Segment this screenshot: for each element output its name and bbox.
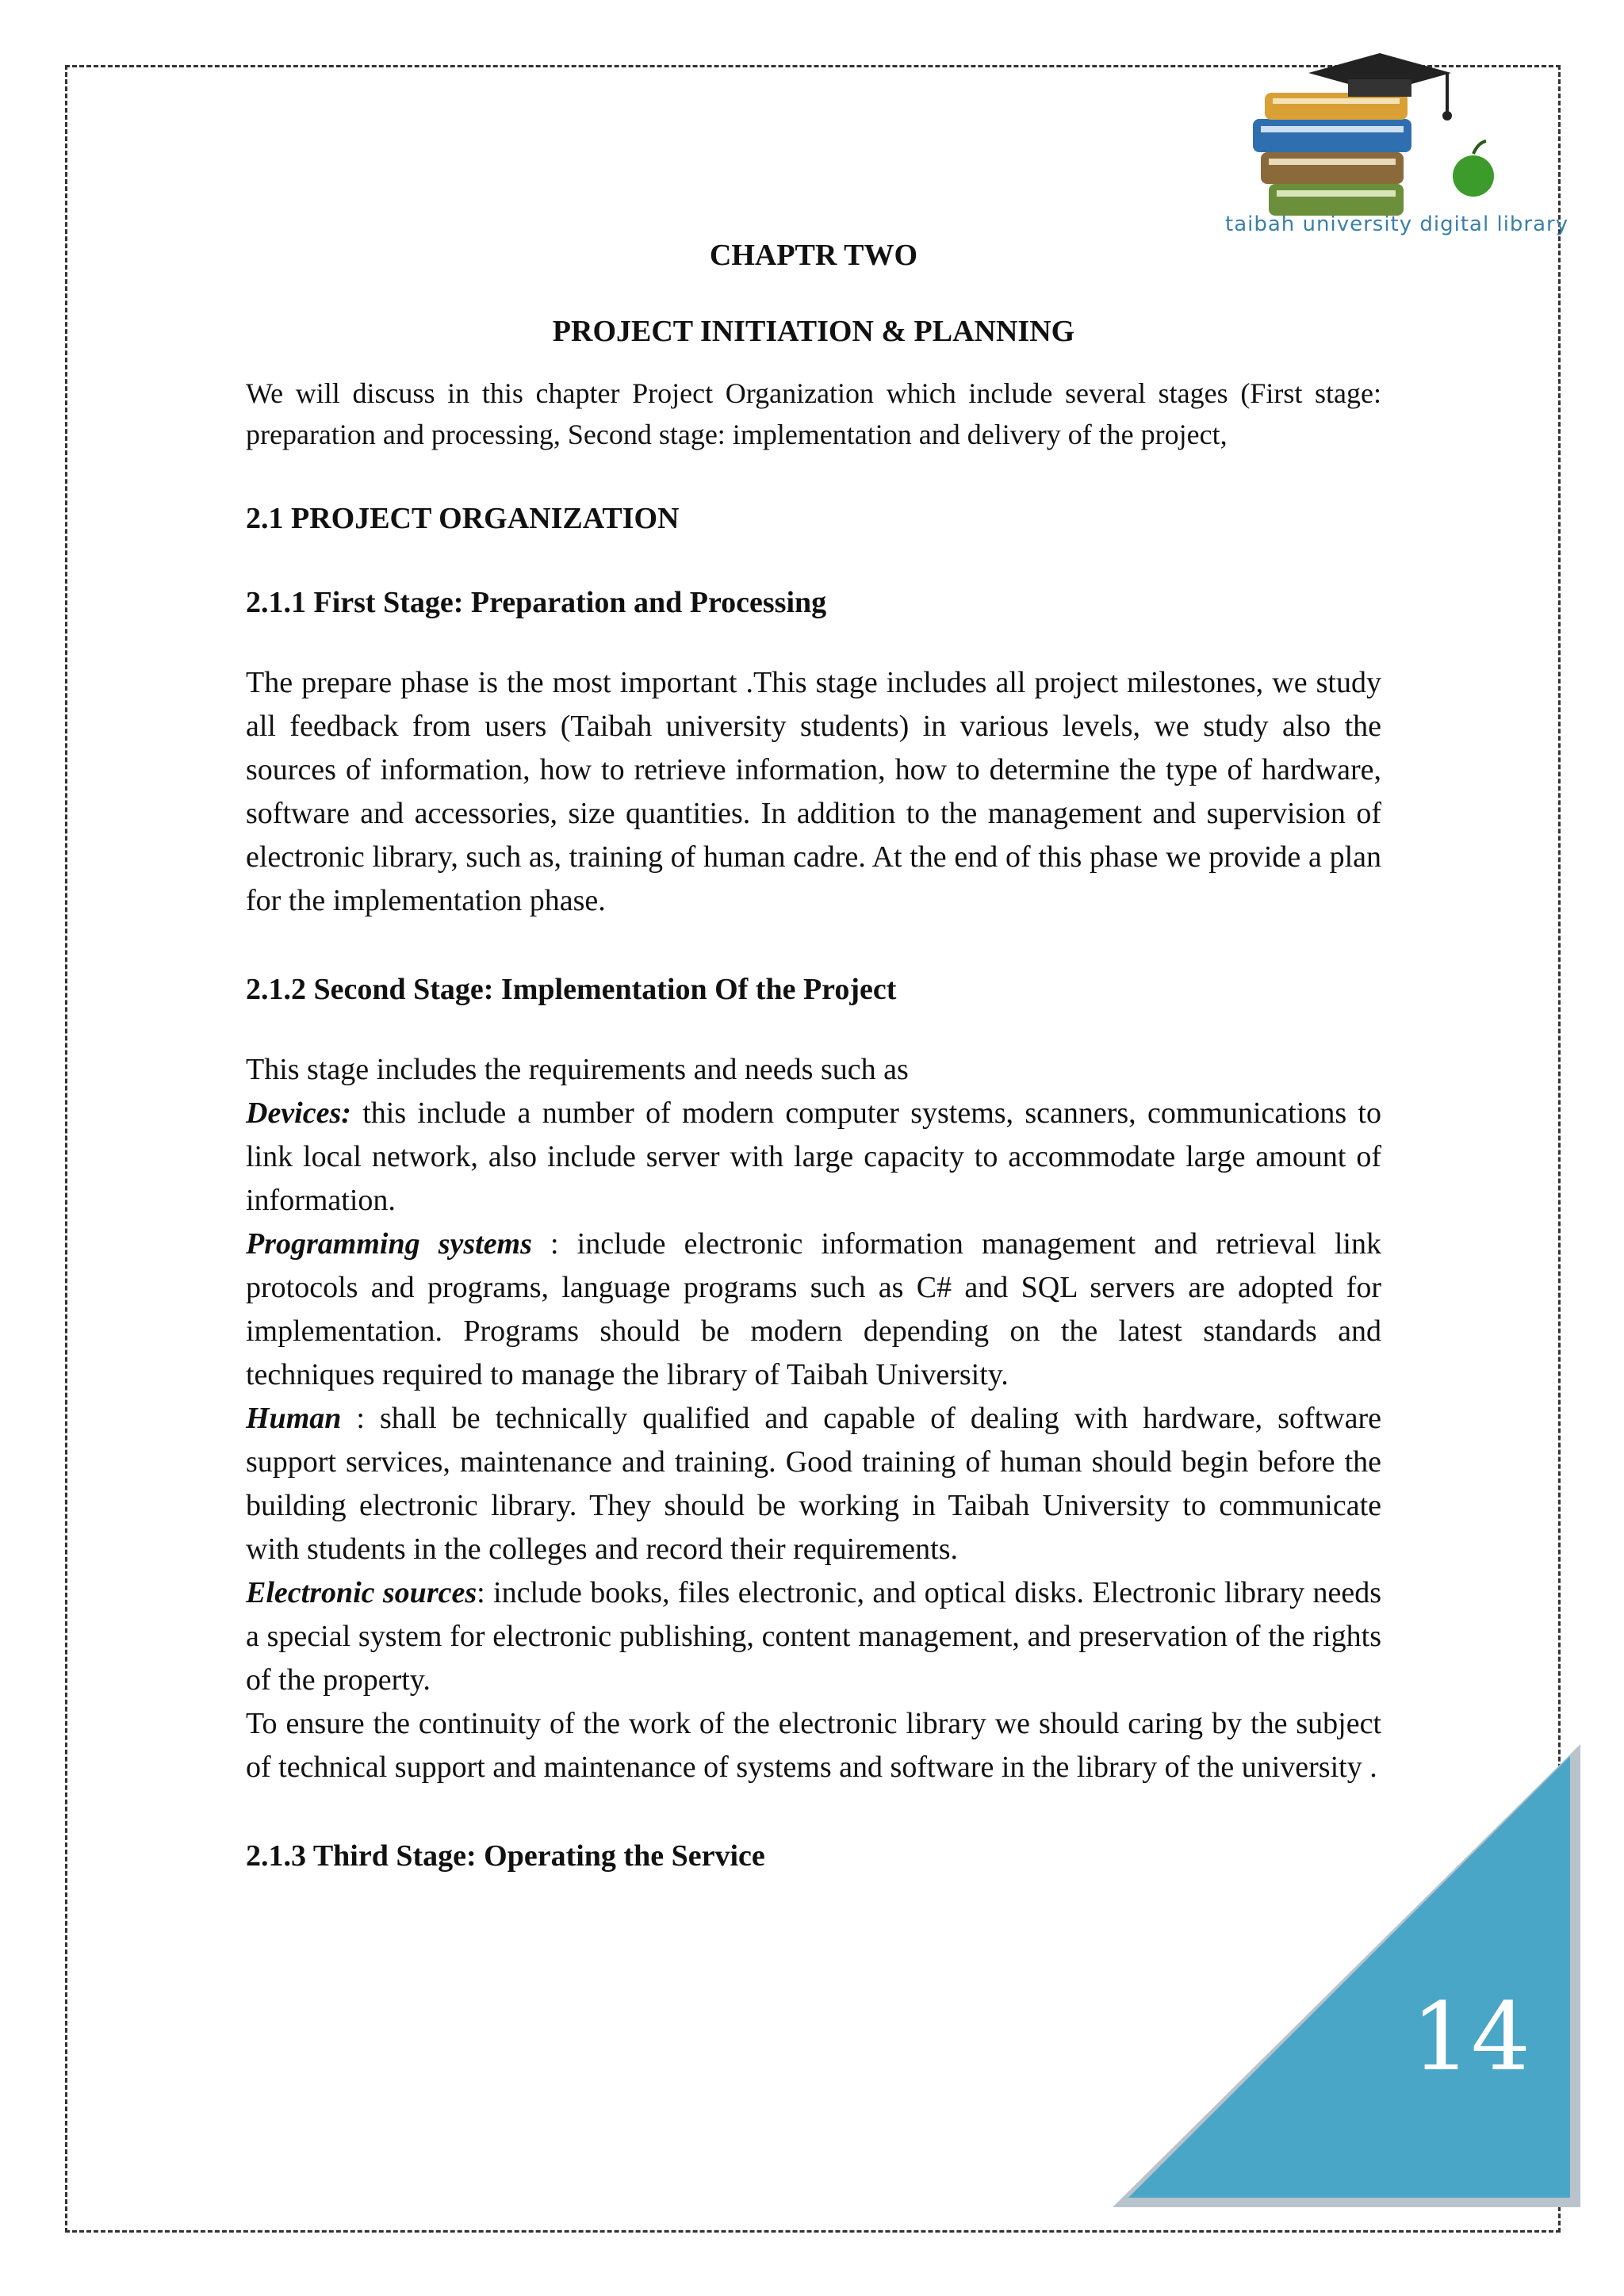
- logo-caption: taibah university digital library: [1225, 212, 1569, 236]
- intro-paragraph: We will discuss in this chapter Project Organization which include several stages (First stage: preparation and processing, Second stage: implementation and delivery of the project,: [246, 377, 1381, 450]
- requirement-text: : include books, files electronic, and optical disks. Electronic library needs a special system for electronic publishing, content management, and preservation of the rights of the property.: [246, 1576, 1381, 1697]
- requirement-item-electronic-sources: [246, 1571, 1381, 1702]
- requirement-text: : shall be technically qualified and capable of dealing with hardware, software support services, maintenance and training. Good training of human should begin before the building electronic library. They should be working in Taibah University to communicate with students in the colleges and record their requirements.: [246, 1402, 1381, 1566]
- requirement-term: Human: [246, 1402, 342, 1435]
- page-number: 14: [1411, 1982, 1531, 2091]
- requirement-term: Programming systems: [246, 1227, 532, 1261]
- requirement-term: Electronic sources: [246, 1576, 477, 1609]
- requirement-term: Devices:: [246, 1096, 351, 1130]
- closing-paragraph: To ensure the continuity of the work of the electronic library we should caring by the subject of technical support and maintenance of systems and software in the library of the university .: [246, 1707, 1381, 1784]
- page-corner-triangle: [1106, 1744, 1586, 2212]
- requirement-item-programming: [246, 1223, 1381, 1397]
- chapter-subtitle: PROJECT INITIATION & PLANNING: [552, 315, 1075, 348]
- requirement-text: this include a number of modern computer systems, scanners, communications to link local network, also include server with large capacity to accommodate large amount of information.: [246, 1096, 1381, 1217]
- requirement-item-devices: [246, 1092, 1381, 1223]
- document-body: [246, 238, 1381, 1873]
- requirement-item-human: [246, 1397, 1381, 1571]
- paragraph-first-stage: The prepare phase is the most important .This stage includes all project milestones, we study all feedback from users (Taibah university students) in various levels, we study also the sources of information, how to retrieve information, how to determine the type of hardware, software and accessories, size quantities. In addition to the management and supervision of electronic library, such as, training of human cadre. At the end of this phase we provide a plan for the implementation phase.: [246, 666, 1381, 917]
- second-stage-lead: This stage includes the requirements and needs such as: [246, 1053, 909, 1086]
- chapter-title: CHAPTR TWO: [709, 239, 918, 272]
- section-heading-2-1-3: 2.1.3 Third Stage: Operating the Service: [246, 1839, 765, 1873]
- section-heading-2-1-1: 2.1.1 First Stage: Preparation and Processing: [246, 586, 827, 619]
- corner-triangle: [1128, 1756, 1570, 2198]
- requirement-text: : include electronic information management and retrieval link protocols and programs, language programs such as C# and SQL servers are adopted for implementation. Programs should be modern depending on the latest standards and techniques required to manage the library of Taibah University.: [246, 1227, 1381, 1391]
- section-heading-2-1: 2.1 PROJECT ORGANIZATION: [246, 502, 680, 535]
- section-heading-2-1-2: 2.1.2 Second Stage: Implementation Of the Project: [246, 973, 897, 1006]
